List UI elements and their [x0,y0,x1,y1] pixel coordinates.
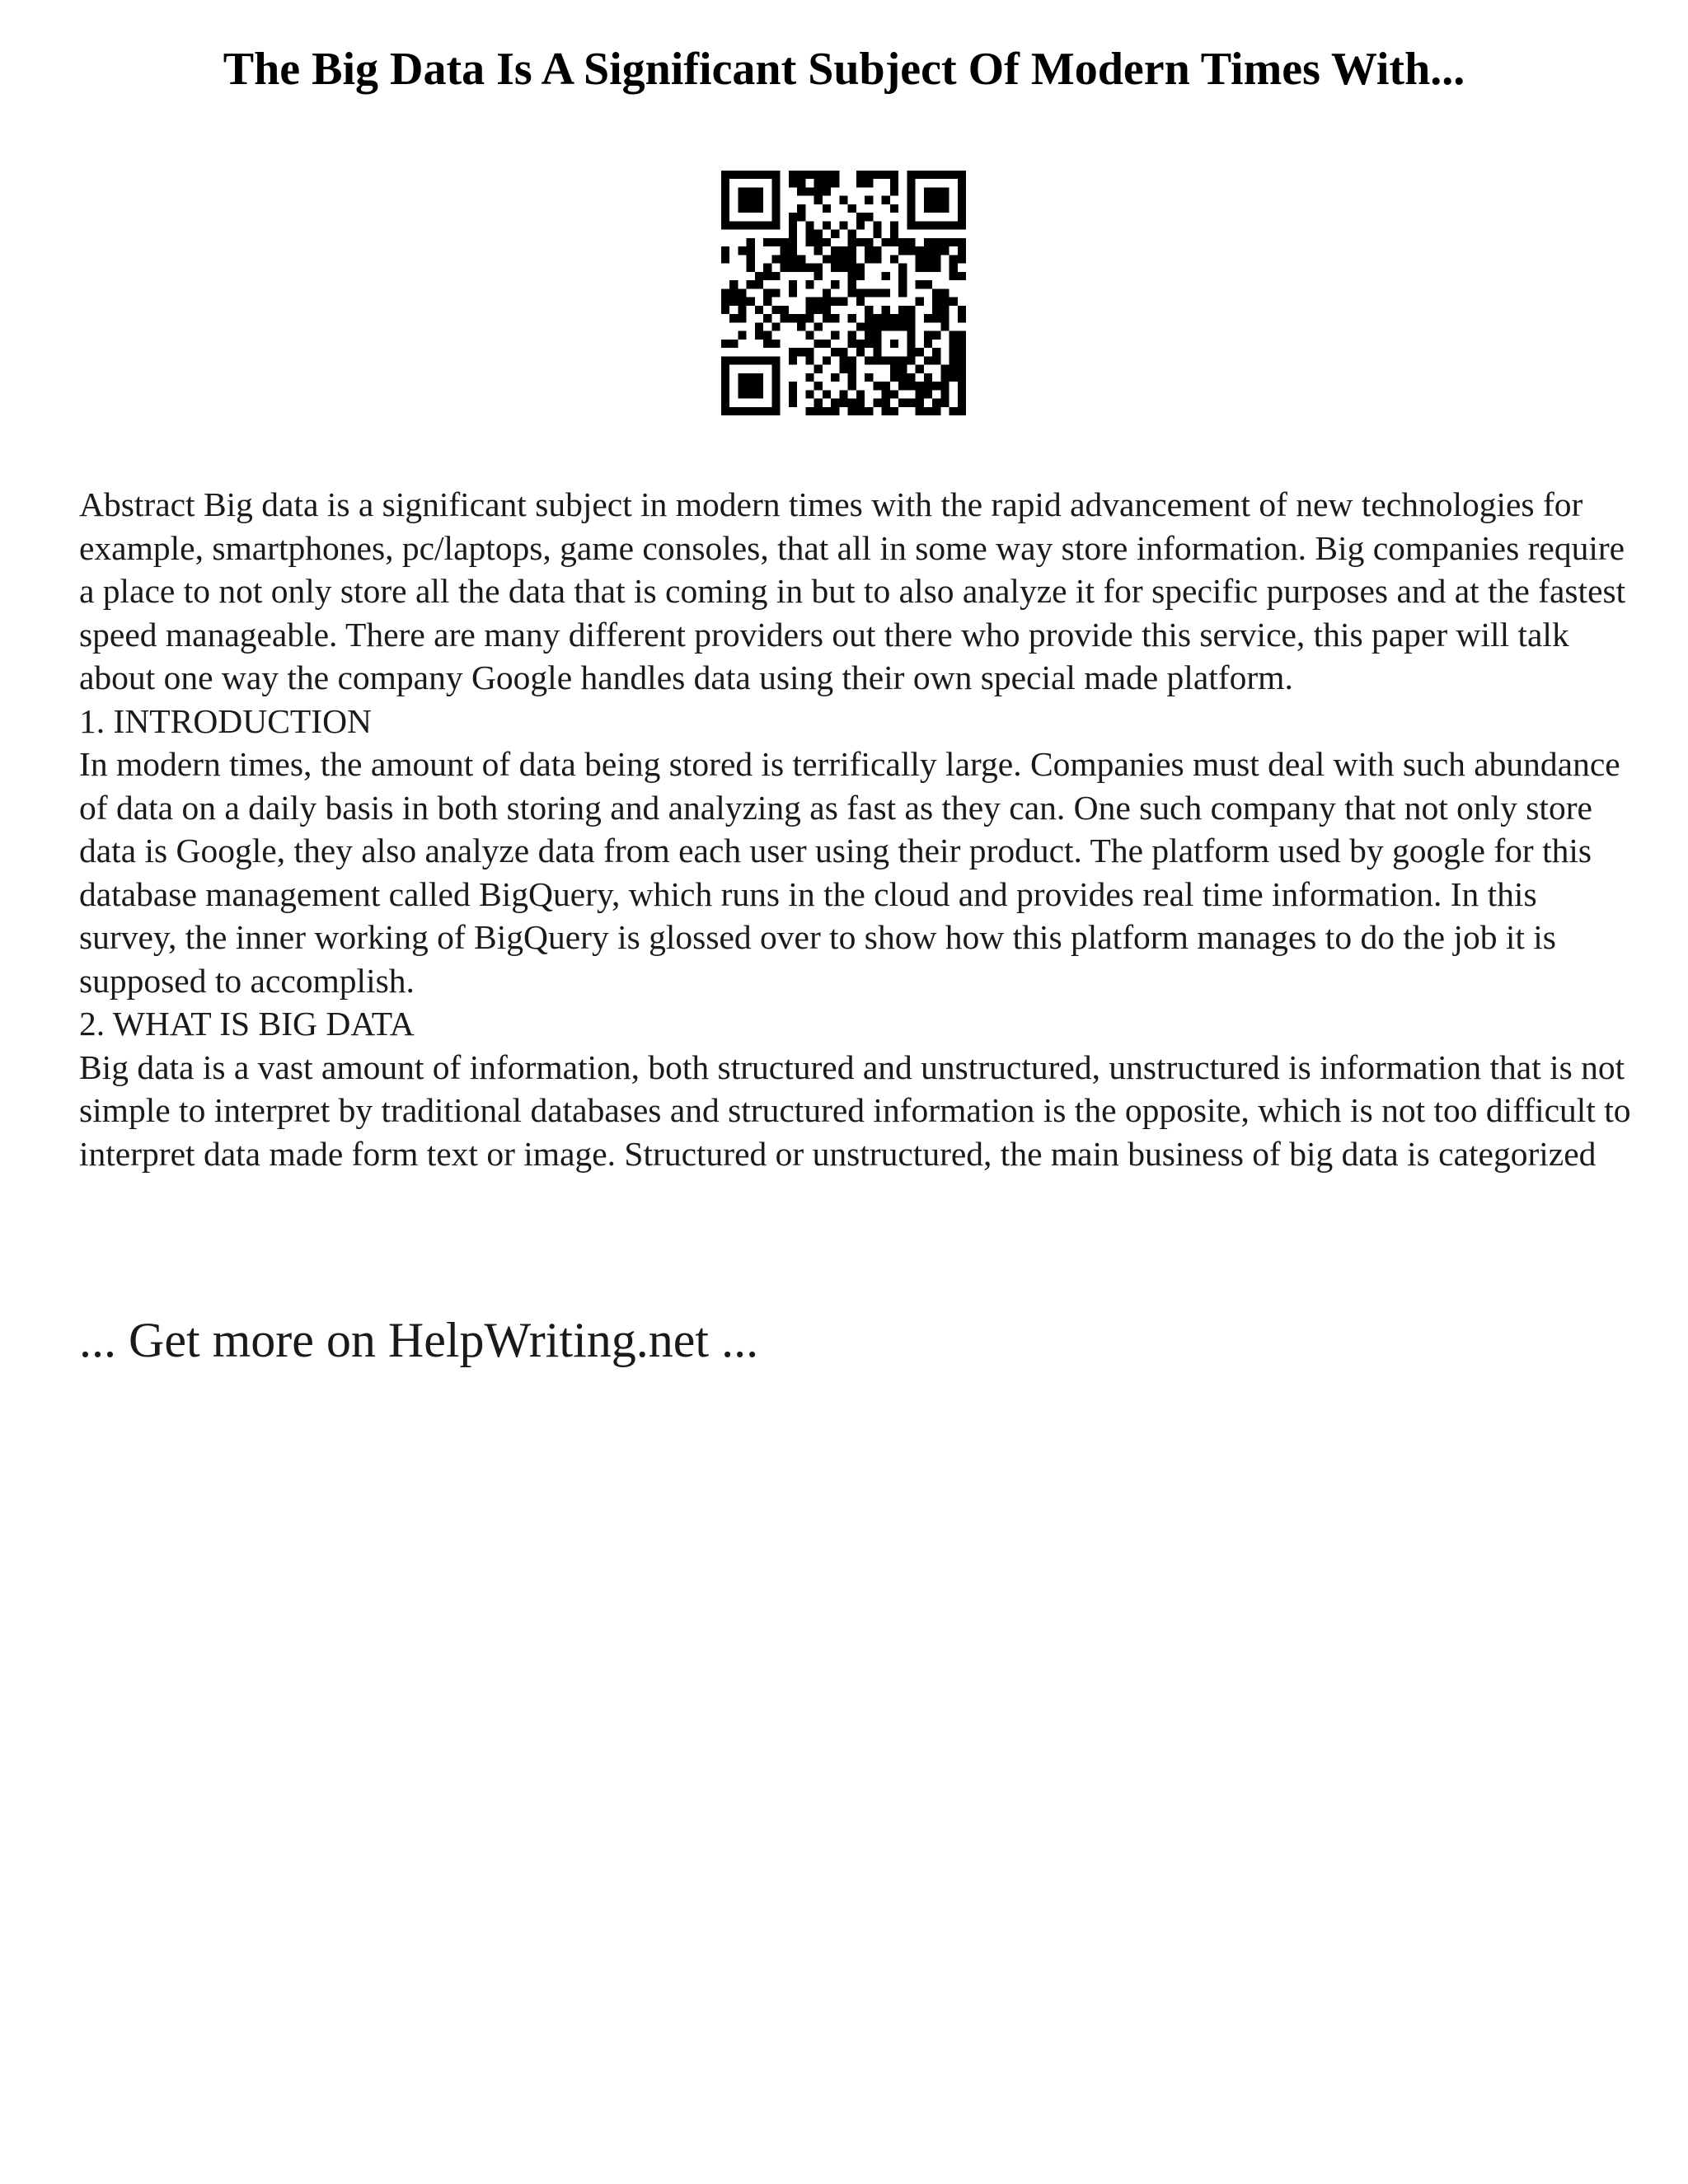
introduction-paragraph: In modern times, the amount of data being stored is terrifically large. Companies must deal with such abundance of data on a daily basis in both storing and analyzing as fast as they can. One such company that not only store data is Google, they also analyze data from each user using their product. The platform used by google for this database management called BigQuery, which runs in the cloud and provides real time information. In this survey, the inner working of BigQuery is glossed over to show how this platform manages to do the job it is supposed to accomplish. [79,745,1620,1000]
qr-code-icon [721,171,966,415]
get-more-link[interactable]: ... Get more on HelpWriting.net ... [79,1313,759,1367]
section-heading-what-is-big-data: 2. WHAT IS BIG DATA [79,1005,415,1043]
abstract-paragraph: Abstract Big data is a significant subject in modern times with the rapid advancement of new technologies for example, smartphones, pc/laptops, game consoles, that all in some way store information. Big companies require a place to not only store all the data that is coming in but to also analyze it for specific purposes and at the fastest speed manageable. There are many different providers out there who provide this service, this paper will talk about one way the company Google handles data using their own special made platform. [79,485,1626,696]
section-heading-introduction: 1. INTRODUCTION [79,701,373,740]
document-title: The Big Data Is A Significant Subject Of Modern Times With... [223,44,1465,95]
big-data-paragraph: Big data is a vast amount of information, both structured and unstructured, unstructured is information that is not simple to interpret by traditional databases and structured information is the opposite, which is not too difficult to interpret data made form text or image. Structured or unstructured, the main business of big data is categorized [79,1047,1631,1173]
document-body [79,483,1637,1175]
